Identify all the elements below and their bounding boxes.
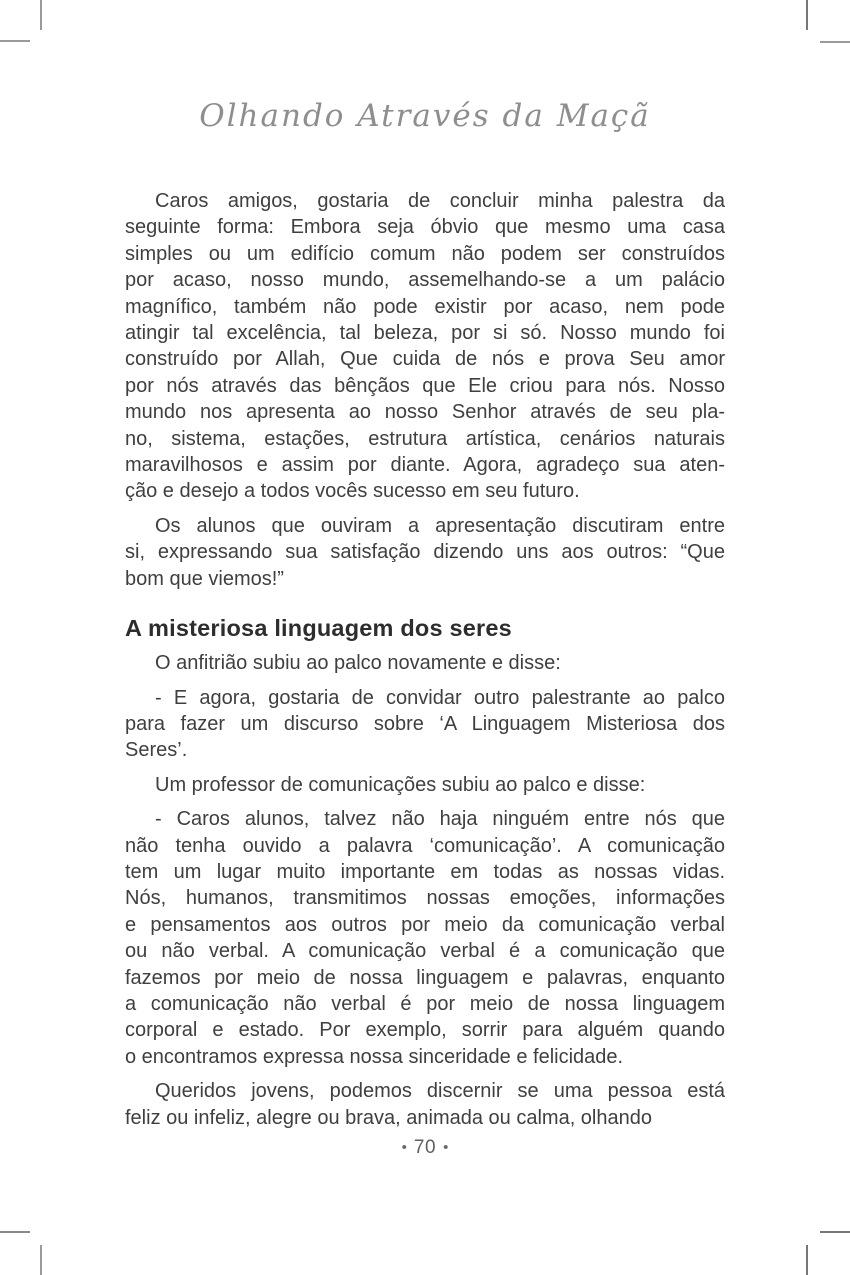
text-line: tem um lugar muito importante em todas as nossas vidas. [125,860,725,883]
text-line: si, expressando sua satisfação dizendo uns aos outros: “Que [125,541,725,564]
text-line: ção e desejo a todos vocês sucesso em seu futuro. [125,480,580,503]
crop-mark-bottom-left-vertical [40,1245,42,1275]
text-line: maravilhosos e assim por diante. Agora, agradeço sua aten- [125,454,725,477]
crop-mark-bottom-right-vertical [806,1245,808,1275]
text-line: bom que viemos!” [125,567,284,590]
text-line: Os alunos que ouviram a apresentação discutiram entre [155,514,725,537]
text-line: - Caros alunos, talvez não haja ninguém entre nós que [155,808,725,831]
text-line: atingir tal excelência, tal beleza, por si só. Nosso mundo foi [125,322,725,345]
text-line: o encontramos expressa nossa sinceridade e felicidade. [125,1045,624,1068]
paragraph [125,650,725,676]
paragraph [125,513,725,592]
text-line: a comunicação não verbal é por meio de nossa linguagem [125,992,725,1015]
page-number-value: 70 [413,1137,437,1158]
paragraph [125,685,725,764]
text-line: Caros amigos, gostaria de concluir minha palestra da [155,190,725,212]
paragraph [125,772,725,798]
text-line: seguinte forma: Embora seja óbvio que mesmo uma casa [125,216,725,239]
text-line: mundo nos apresenta ao nosso Senhor através de seu pla- [125,401,725,424]
text-line: Um professor de comunicações subiu ao palco e disse: [155,773,646,796]
footer-bullet-left: • [401,1139,407,1156]
text-line: para fazer um discurso sobre ‘A Linguagem Misteriosa dos [125,712,725,735]
page-content [125,188,725,1139]
crop-mark-top-right-vertical [806,0,808,30]
text-line: por nós através das bênçãos que Ele criou para nós. Nosso [125,374,725,397]
text-line: Nós, humanos, transmitimos nossas emoções, informações [125,887,725,910]
page-number [0,1136,850,1161]
text-line: Seres’. [125,739,188,762]
text-line: no, sistema, estações, estrutura artística, cenários naturais [125,427,725,450]
text-line: fazemos por meio de nossa linguagem e palavras, enquanto [125,966,725,989]
text-line: ou não verbal. A comunicação verbal é a comunicação que [125,940,725,963]
running-head-title: Olhando Através da Maçã [199,98,651,134]
text-line: corporal e estado. Por exemplo, sorrir para alguém quando [125,1019,725,1042]
text-line: por acaso, nosso mundo, assemelhando-se a um palácio [125,269,725,292]
paragraph [125,1078,725,1131]
crop-mark-bottom-right-horizontal [820,1231,850,1233]
text-line: magnífico, também não pode existir por acaso, nem pode [125,295,725,318]
text-line: feliz ou infeliz, alegre ou brava, animada ou calma, olhando [125,1106,652,1129]
footer-bullet-right: • [443,1139,449,1156]
text-line: simples ou um edifício comum não podem ser construídos [125,242,725,265]
text-line: construído por Allah, Que cuida de nós e prova Seu amor [125,348,725,371]
crop-mark-top-right-horizontal [820,41,850,43]
text-line: O anfitrião subiu ao palco novamente e disse: [155,652,561,675]
section-heading: A misteriosa linguagem dos seres [125,615,512,642]
crop-mark-top-left-horizontal [0,40,30,42]
text-line: Queridos jovens, podemos discernir se uma pessoa está [155,1080,725,1103]
text-line: - E agora, gostaria de convidar outro palestrante ao palco [155,686,725,709]
paragraph [125,188,725,505]
text-line: e pensamentos aos outros por meio da comunicação verbal [125,913,725,936]
text-line: não tenha ouvido a palavra ‘comunicação’. A comunicação [125,834,725,857]
crop-mark-top-left-vertical [40,0,42,30]
paragraph [125,806,725,1070]
crop-mark-bottom-left-horizontal [0,1231,30,1233]
